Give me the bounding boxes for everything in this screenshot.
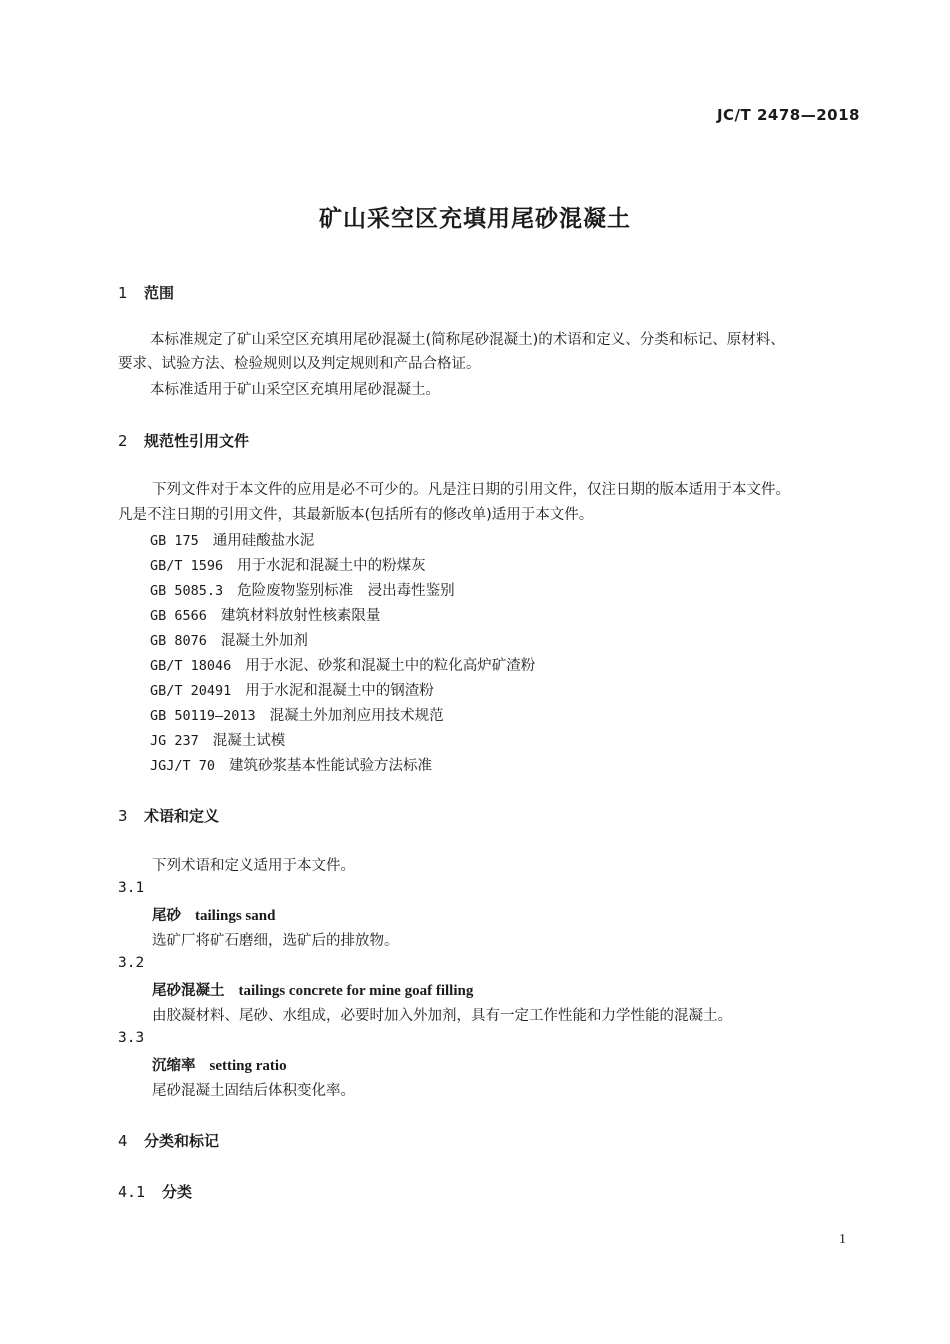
reference-code: GB 8076 [150, 633, 207, 649]
reference-code: GB/T 1596 [150, 558, 224, 574]
reference-item [150, 579, 455, 600]
reference-item [150, 679, 434, 700]
term-number: 3.3 [118, 1030, 145, 1046]
section-title: 规范性引用文件 [144, 432, 250, 450]
term-en: setting ratio [209, 1058, 287, 1074]
document-title: 矿山采空区充填用尾砂混凝土 [319, 206, 631, 232]
section-number: 3 [118, 807, 128, 825]
reference-title: 混凝土外加剂应用技术规范 [269, 708, 444, 724]
reference-code: GB 175 [150, 533, 199, 549]
reference-item [150, 654, 535, 675]
term-definition: 选矿厂将矿石磨细，选矿后的排放物。 [152, 933, 399, 949]
reference-item [150, 554, 426, 575]
section-heading-classification [118, 1130, 219, 1151]
reference-code: GB 50119—2013 [150, 708, 256, 724]
reference-item [150, 604, 380, 625]
scope-paragraph-1-cont [118, 352, 868, 376]
reference-code: GB 6566 [150, 608, 207, 624]
term-definition: 由胶凝材料、尾砂、水组成，必要时加入外加剂，具有一定工作性能和力学性能的混凝土。 [152, 1008, 732, 1024]
paragraph-line: 本标准适用于矿山采空区充填用尾砂混凝土。 [150, 382, 440, 398]
term-en: tailings sand [195, 908, 276, 924]
reference-title: 混凝土试模 [212, 733, 286, 749]
term-en: tailings concrete for mine goaf filling [238, 983, 474, 999]
terms-intro: 下列术语和定义适用于本文件。 [152, 858, 355, 874]
section-title: 范围 [144, 284, 175, 302]
section-number: 1 [118, 284, 128, 302]
reference-title: 危险废物鉴别标准 浸出毒性鉴别 [237, 583, 455, 599]
reference-item [150, 529, 314, 550]
subsection-heading-classification [118, 1181, 192, 1202]
page-number: 1 [839, 1232, 846, 1247]
paragraph-line: 要求、试验方法、检验规则以及判定规则和产品合格证。 [118, 356, 481, 372]
reference-item [150, 704, 444, 725]
section-heading-references [118, 430, 249, 451]
reference-item [150, 754, 432, 775]
term-zh: 尾砂 [152, 908, 181, 924]
reference-title: 用于水泥、砂浆和混凝土中的粒化高炉矿渣粉 [245, 658, 536, 674]
standard-number: JC/T 2478—2018 [716, 106, 860, 124]
reference-title: 建筑砂浆基本性能试验方法标准 [229, 758, 433, 774]
references-intro-line-1 [152, 478, 902, 502]
section-title: 术语和定义 [144, 807, 220, 825]
section-heading-scope [118, 282, 174, 303]
reference-code: GB/T 18046 [150, 658, 232, 674]
term-definition: 尾砂混凝土固结后体积变化率。 [152, 1083, 355, 1099]
reference-item [150, 729, 285, 750]
term-entry [152, 979, 473, 1000]
section-number: 2 [118, 432, 128, 450]
reference-code: JG 237 [150, 733, 199, 749]
scope-paragraph-2 [150, 378, 900, 402]
section-title: 分类和标记 [144, 1132, 220, 1150]
reference-item [150, 629, 308, 650]
reference-code: JGJ/T 70 [150, 758, 216, 774]
section-heading-terms [118, 805, 219, 826]
term-entry [152, 904, 275, 925]
reference-title: 通用硅酸盐水泥 [212, 533, 315, 549]
section-number: 4 [118, 1132, 128, 1150]
reference-title: 建筑材料放射性核素限量 [220, 608, 381, 624]
term-number: 3.2 [118, 955, 145, 971]
paragraph-line: 凡是不注日期的引用文件，其最新版本(包括所有的修改单)适用于本文件。 [118, 507, 594, 523]
references-intro-line-2 [118, 503, 868, 527]
term-zh: 尾砂混凝土 [152, 983, 225, 999]
paragraph-line: 本标准规定了矿山采空区充填用尾砂混凝土(简称尾砂混凝土)的术语和定义、分类和标记、原材料、 [150, 332, 785, 348]
reference-title: 用于水泥和混凝土中的钢渣粉 [245, 683, 434, 699]
term-entry [152, 1054, 287, 1075]
term-zh: 沉缩率 [152, 1058, 196, 1074]
reference-code: GB 5085.3 [150, 583, 224, 599]
section-title: 分类 [162, 1183, 193, 1201]
reference-title: 混凝土外加剂 [220, 633, 308, 649]
scope-paragraph-1 [118, 328, 868, 352]
section-number: 4.1 [118, 1183, 146, 1201]
reference-title: 用于水泥和混凝土中的粉煤灰 [237, 558, 426, 574]
term-number: 3.1 [118, 880, 145, 896]
paragraph-line: 下列文件对于本文件的应用是必不可少的。凡是注日期的引用文件，仅注日期的版本适用于本文件。 [152, 482, 790, 498]
reference-code: GB/T 20491 [150, 683, 232, 699]
